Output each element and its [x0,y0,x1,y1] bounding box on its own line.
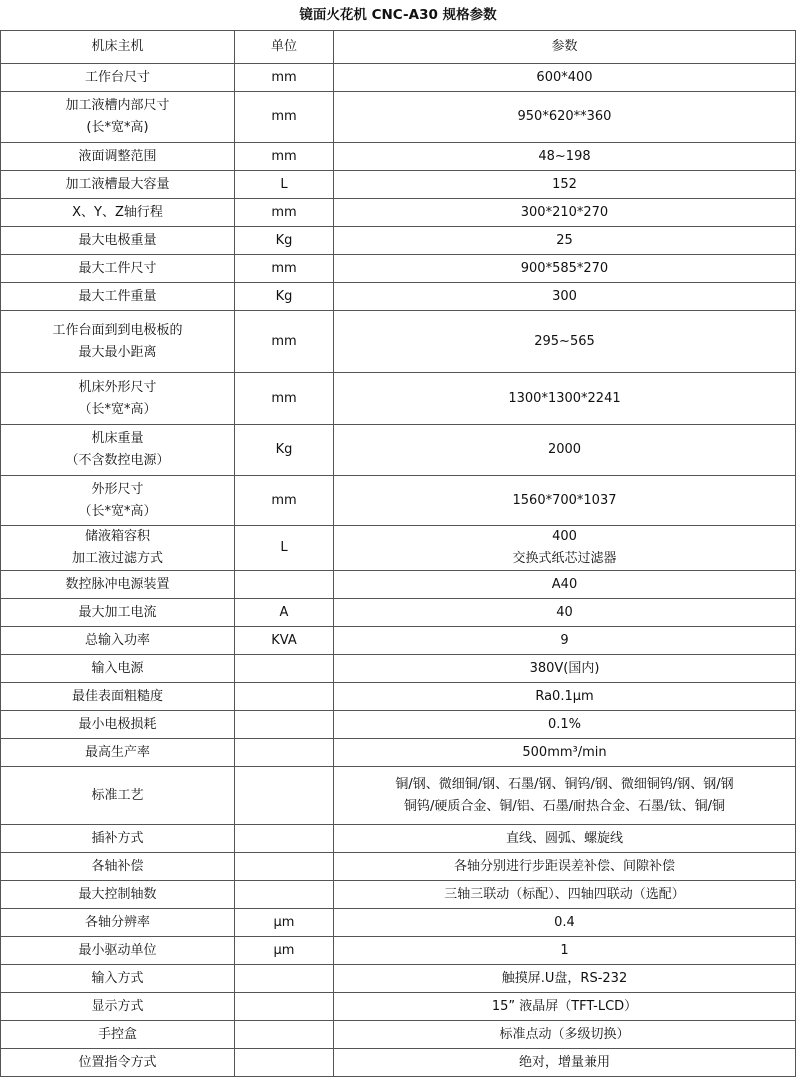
spec-value-text: 三轴三联动（标配）、四轴四联动（选配） [444,886,685,902]
spec-unit-cell [235,655,334,683]
spec-value-cell [334,599,796,627]
spec-value-text: 铜钨/硬质合金、铜/铝、石墨/耐热合金、石墨/钛、铜/铜 [404,798,725,814]
spec-unit-cell: mm [235,255,334,283]
spec-value-cell [334,171,796,199]
header-unit-cell: 单位 [235,31,334,64]
table-row [1,599,796,627]
spec-name-text: 最大工件尺寸 [78,260,157,276]
spec-name-text: 标准工艺 [91,787,144,803]
spec-name-text: 加工液过滤方式 [71,551,163,566]
spec-name-text: 储液箱容积 [84,529,150,544]
spec-name-text: 外形尺寸 [91,481,144,497]
table-row [1,993,796,1021]
spec-name-text: 工作台面到到电极板的 [52,322,183,338]
spec-value-text: 1 [560,942,569,958]
spec-unit-cell: mm [235,143,334,171]
spec-name-cell [1,937,235,965]
spec-value-text: 152 [552,176,577,192]
spec-unit-cell: L [235,171,334,199]
table-row [1,373,796,425]
spec-unit-cell [235,1049,334,1077]
table-row [1,1049,796,1077]
table-row [1,526,796,571]
table-row [1,171,796,199]
spec-unit-cell: mm [235,373,334,425]
spec-name-cell [1,767,235,825]
spec-value-text: 900*585*270 [520,260,609,276]
spec-name-cell [1,683,235,711]
spec-unit-cell [235,683,334,711]
spec-unit-cell [235,965,334,993]
spec-name-cell [1,373,235,425]
spec-name-text: 位置指令方式 [78,1054,157,1070]
page-title: 镜面火花机 CNC-A30 规格参数 [299,7,497,23]
header-item-cell: 机床主机 [1,31,235,64]
spec-value-text: A40 [551,576,578,592]
spec-value-text: 铜/钢、微细铜/钢、石墨/钢、铜钨/钢、微细铜钨/钢、钢/钢 [395,776,734,792]
spec-name-cell [1,571,235,599]
table-row [1,881,796,909]
spec-name-cell [1,825,235,853]
spec-name-text: 显示方式 [91,998,144,1014]
table-row [1,937,796,965]
spec-unit-cell [235,1021,334,1049]
spec-unit-cell: μm [235,937,334,965]
spec-unit-cell [235,711,334,739]
spec-value-text: 0.1% [547,716,582,732]
spec-name-text: 最大工件重量 [78,288,157,304]
spec-value-cell [334,64,796,92]
spec-name-text: 最大电极重量 [78,232,157,248]
spec-name-text: (长*宽*高) [86,120,149,135]
table-row [1,64,796,92]
table-row [1,1021,796,1049]
spec-value-cell [334,311,796,373]
spec-value-text: 9 [560,632,569,648]
spec-name-cell [1,993,235,1021]
spec-name-text: 加工液槽内部尺寸 [65,98,170,113]
spec-value-text: 40 [556,604,573,620]
spec-value-text: 0.4 [554,914,575,930]
spec-unit-cell [235,767,334,825]
spec-unit-cell [235,739,334,767]
spec-value-cell [334,853,796,881]
spec-value-cell [334,571,796,599]
spec-name-text: 各轴补偿 [91,858,144,874]
spec-name-text: 加工液槽最大容量 [65,176,170,192]
table-row [1,425,796,476]
spec-unit-cell: mm [235,311,334,373]
spec-value-cell [334,937,796,965]
spec-value-cell [334,476,796,526]
spec-name-text: 机床外形尺寸 [78,379,157,395]
spec-value-text: 绝对，增量兼用 [518,1054,610,1070]
spec-value-text: 1560*700*1037 [512,492,617,508]
spec-name-text: 数控脉冲电源装置 [65,576,170,592]
table-row [1,283,796,311]
spec-value-text: Ra0.1μm [535,688,594,704]
spec-name-cell [1,599,235,627]
spec-name-cell [1,311,235,373]
spec-value-text: 300 [552,288,577,304]
spec-value-text: 直线、圆弧、螺旋线 [505,830,623,846]
spec-value-cell [334,143,796,171]
spec-name-text: 输入方式 [91,970,144,986]
table-row [1,965,796,993]
spec-name-text: 输入电源 [91,660,144,676]
spec-name-text: 液面调整范围 [78,148,157,164]
spec-value-text: 300*210*270 [520,204,609,220]
spec-name-cell [1,627,235,655]
spec-unit-cell [235,825,334,853]
table-row [1,92,796,143]
spec-unit-cell: μm [235,909,334,937]
spec-name-text: 总输入功率 [84,632,150,648]
spec-name-cell [1,909,235,937]
spec-unit-cell: mm [235,199,334,227]
spec-value-cell [334,425,796,476]
spec-name-cell [1,965,235,993]
table-row [1,255,796,283]
header-value-cell: 参数 [334,31,796,64]
spec-name-cell [1,255,235,283]
spec-name-cell [1,711,235,739]
spec-name-text: X、Y、Z轴行程 [72,204,163,220]
spec-name-text: 最大最小距离 [78,344,157,360]
spec-value-cell [334,255,796,283]
spec-value-text: 295~565 [534,333,595,349]
spec-name-cell [1,881,235,909]
spec-unit-cell [235,993,334,1021]
spec-value-cell [334,227,796,255]
spec-name-cell [1,171,235,199]
spec-name-text: 机床重量 [91,431,144,446]
spec-name-text: 最小电极损耗 [78,716,157,732]
spec-unit-cell: Kg [235,283,334,311]
spec-name-text: （长*宽*高） [78,401,157,417]
spec-value-cell [334,1021,796,1049]
spec-name-text: 最大加工电流 [78,604,157,620]
spec-value-cell [334,199,796,227]
spec-value-text: 15” 液晶屏（TFT-LCD） [491,998,638,1014]
spec-unit-cell: mm [235,476,334,526]
spec-name-cell [1,143,235,171]
table-row [1,571,796,599]
spec-value-cell [334,909,796,937]
table-row [1,311,796,373]
spec-unit-cell [235,571,334,599]
table-row [1,909,796,937]
spec-name-text: 最小驱动单位 [78,942,157,958]
spec-value-text: 380V(国内) [529,660,600,676]
table-row [1,767,796,825]
spec-name-cell [1,425,235,476]
spec-value-cell [334,965,796,993]
spec-name-text: 手控盒 [97,1026,137,1042]
spec-value-cell [334,627,796,655]
table-row [1,853,796,881]
spec-name-cell [1,227,235,255]
spec-value-cell [334,881,796,909]
spec-value-text: 950*620**360 [517,109,612,124]
spec-value-text: 500mm³/min [522,744,607,760]
spec-value-text: 标准点动（多级切换） [499,1026,630,1042]
table-row [1,199,796,227]
spec-value-cell [334,283,796,311]
table-row [1,143,796,171]
spec-value-cell [334,825,796,853]
spec-name-text: 最大控制轴数 [78,886,157,902]
spec-value-text: 交换式纸芯过滤器 [512,551,617,566]
spec-name-text: （长*宽*高） [78,503,157,519]
spec-name-cell [1,655,235,683]
spec-name-cell [1,476,235,526]
spec-name-text: （不含数控电源） [65,453,170,468]
spec-name-cell [1,526,235,571]
table-header-row [1,31,796,64]
spec-name-cell [1,92,235,143]
spec-value-cell [334,1049,796,1077]
spec-value-cell [334,739,796,767]
spec-name-cell [1,853,235,881]
spec-value-cell [334,993,796,1021]
spec-unit-cell [235,881,334,909]
spec-unit-cell [235,853,334,881]
table-row [1,476,796,526]
spec-value-cell [334,655,796,683]
spec-name-cell [1,1049,235,1077]
spec-value-text: 2000 [547,442,582,457]
spec-name-cell [1,1021,235,1049]
spec-name-text: 插补方式 [91,830,144,846]
spec-name-text: 工作台尺寸 [84,69,150,85]
spec-name-text: 各轴分辨率 [84,914,150,930]
spec-unit-cell: Kg [235,425,334,476]
table-row [1,227,796,255]
spec-value-text: 600*400 [536,69,593,85]
spec-unit-cell: KVA [235,627,334,655]
table-row [1,825,796,853]
spec-unit-cell: A [235,599,334,627]
spec-value-text: 1300*1300*2241 [508,390,621,406]
table-row [1,739,796,767]
spec-value-text: 各轴分别进行步距误差补偿、间隙补偿 [453,858,675,874]
spec-unit-cell: mm [235,64,334,92]
spec-table [0,30,796,1077]
spec-name-cell [1,64,235,92]
spec-value-cell [334,683,796,711]
table-row [1,627,796,655]
spec-name-cell [1,199,235,227]
spec-unit-cell: Kg [235,227,334,255]
spec-value-cell [334,711,796,739]
table-row [1,711,796,739]
spec-value-cell [334,526,796,571]
spec-name-cell [1,739,235,767]
table-row [1,655,796,683]
spec-value-text: 25 [556,232,573,248]
table-row [1,683,796,711]
spec-name-text: 最佳表面粗糙度 [71,688,163,704]
spec-unit-cell: L [235,526,334,571]
spec-value-text: 400 [552,529,577,544]
spec-value-cell [334,92,796,143]
spec-name-text: 最高生产率 [84,744,150,760]
spec-value-cell [334,767,796,825]
spec-unit-cell: mm [235,92,334,143]
spec-value-text: 48~198 [538,148,591,164]
spec-value-cell [334,373,796,425]
spec-value-text: 触摸屏.U盘，RS-232 [501,970,628,986]
spec-name-cell [1,283,235,311]
